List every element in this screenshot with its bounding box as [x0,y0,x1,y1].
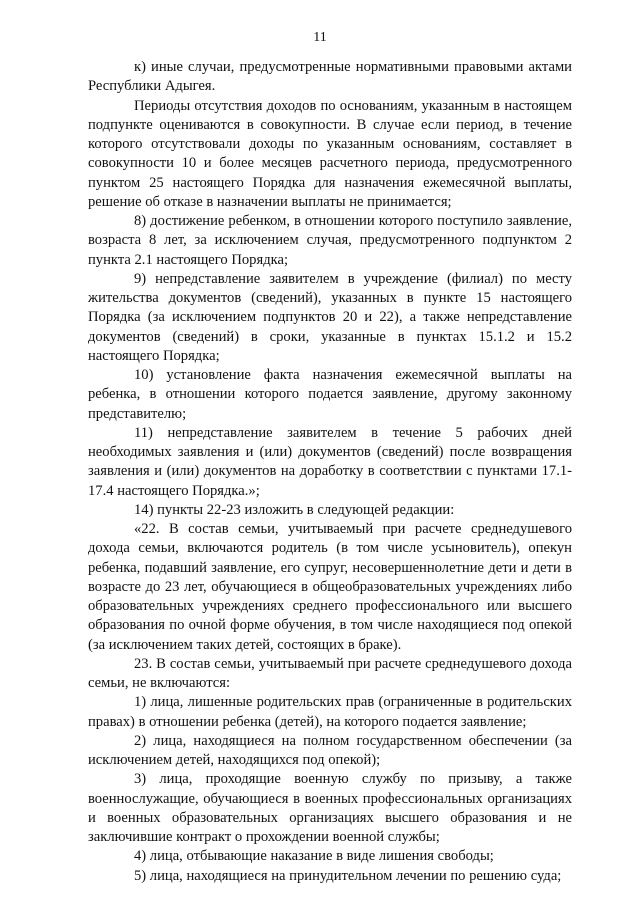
paragraph: 5) лица, находящиеся на принудительном лечении по решению суда; [134,867,562,884]
paragraph: 23. В состав семьи, учитываемый при расчете среднедушевого дохода семьи, не включаются: [88,655,572,691]
paragraph: Периоды отсутствия доходов по основаниям, указанным в настоящем подпункте оцениваются в совокупности. В случае если период, в течение которого отсутствовали доходы по указанным основаниям, составляет в совокупности 10 и более месяцев расчетного периода, предусмотренного пунктом 25 настоящего Порядка для назначения ежемесячной выплаты, решение об отказе в назначении выплаты не принимается; [88,97,572,210]
paragraph: 9) непредставление заявителем в учреждение (филиал) по месту жительства документов (сведений), указанных в пункте 15 настоящего Порядка (за исключением подпунктов 20 и 22), а также непредставление документов (сведений) в сроки, указанные в пунктах 15.1.2 и 15.2 настоящего Порядка; [88,270,572,364]
paragraph: 2) лица, находящиеся на полном государственном обеспечении (за исключением детей, находящихся под опекой); [88,732,572,768]
paragraph: 8) достижение ребенком, в отношении которого поступило заявление, возраста 8 лет, за исключением случая, предусмотренного подпунктом 2 пункта 2.1 настоящего Порядка; [88,213,572,268]
paragraph: к) иные случаи, предусмотренные нормативными правовыми актами Республики Адыгея. [88,59,572,95]
paragraph: 4) лица, отбывающие наказание в виде лишения свободы; [134,848,494,865]
page-number: 11 [313,30,327,45]
paragraph: 10) установление факта назначения ежемесячной выплаты на ребенка, в отношении которого подается заявление, другому законному представителю; [88,367,572,422]
document-body [88,58,572,886]
paragraph: «22. В состав семьи, учитываемый при расчете среднедушевого дохода семьи, включаются родитель (в том числе усыновитель), опекун ребенка, подавший заявление, его супруг, несовершеннолетние дети и дети в возрасте до 23 лет, обучающиеся в общеобразовательных учреждениях либо образовательных учреждениях среднего профессионального или высшего образования по очной форме обучения, в том числе находящиеся под опекой (за исключением таких детей, состоящих в браке). [88,521,572,653]
paragraph: 14) пункты 22-23 изложить в следующей редакции: [134,501,455,518]
paragraph: 1) лица, лишенные родительских прав (ограниченные в родительских правах) в отношении ребенка (детей), на которого подается заявление; [88,694,572,730]
paragraph: 11) непредставление заявителем в течение 5 рабочих дней необходимых заявления и (или) документов (сведений) после возвращения заявления и (или) документов на доработку в соответствии с пунктами 17.1-17.4 настоящего Порядка.»; [88,424,572,499]
paragraph: 3) лица, проходящие военную службу по призыву, а также военнослужащие, обучающиеся в военных профессиональных организациях и военных образовательных организациях высшего образования и не заключившие контракт о прохождении военной службы; [88,771,572,845]
